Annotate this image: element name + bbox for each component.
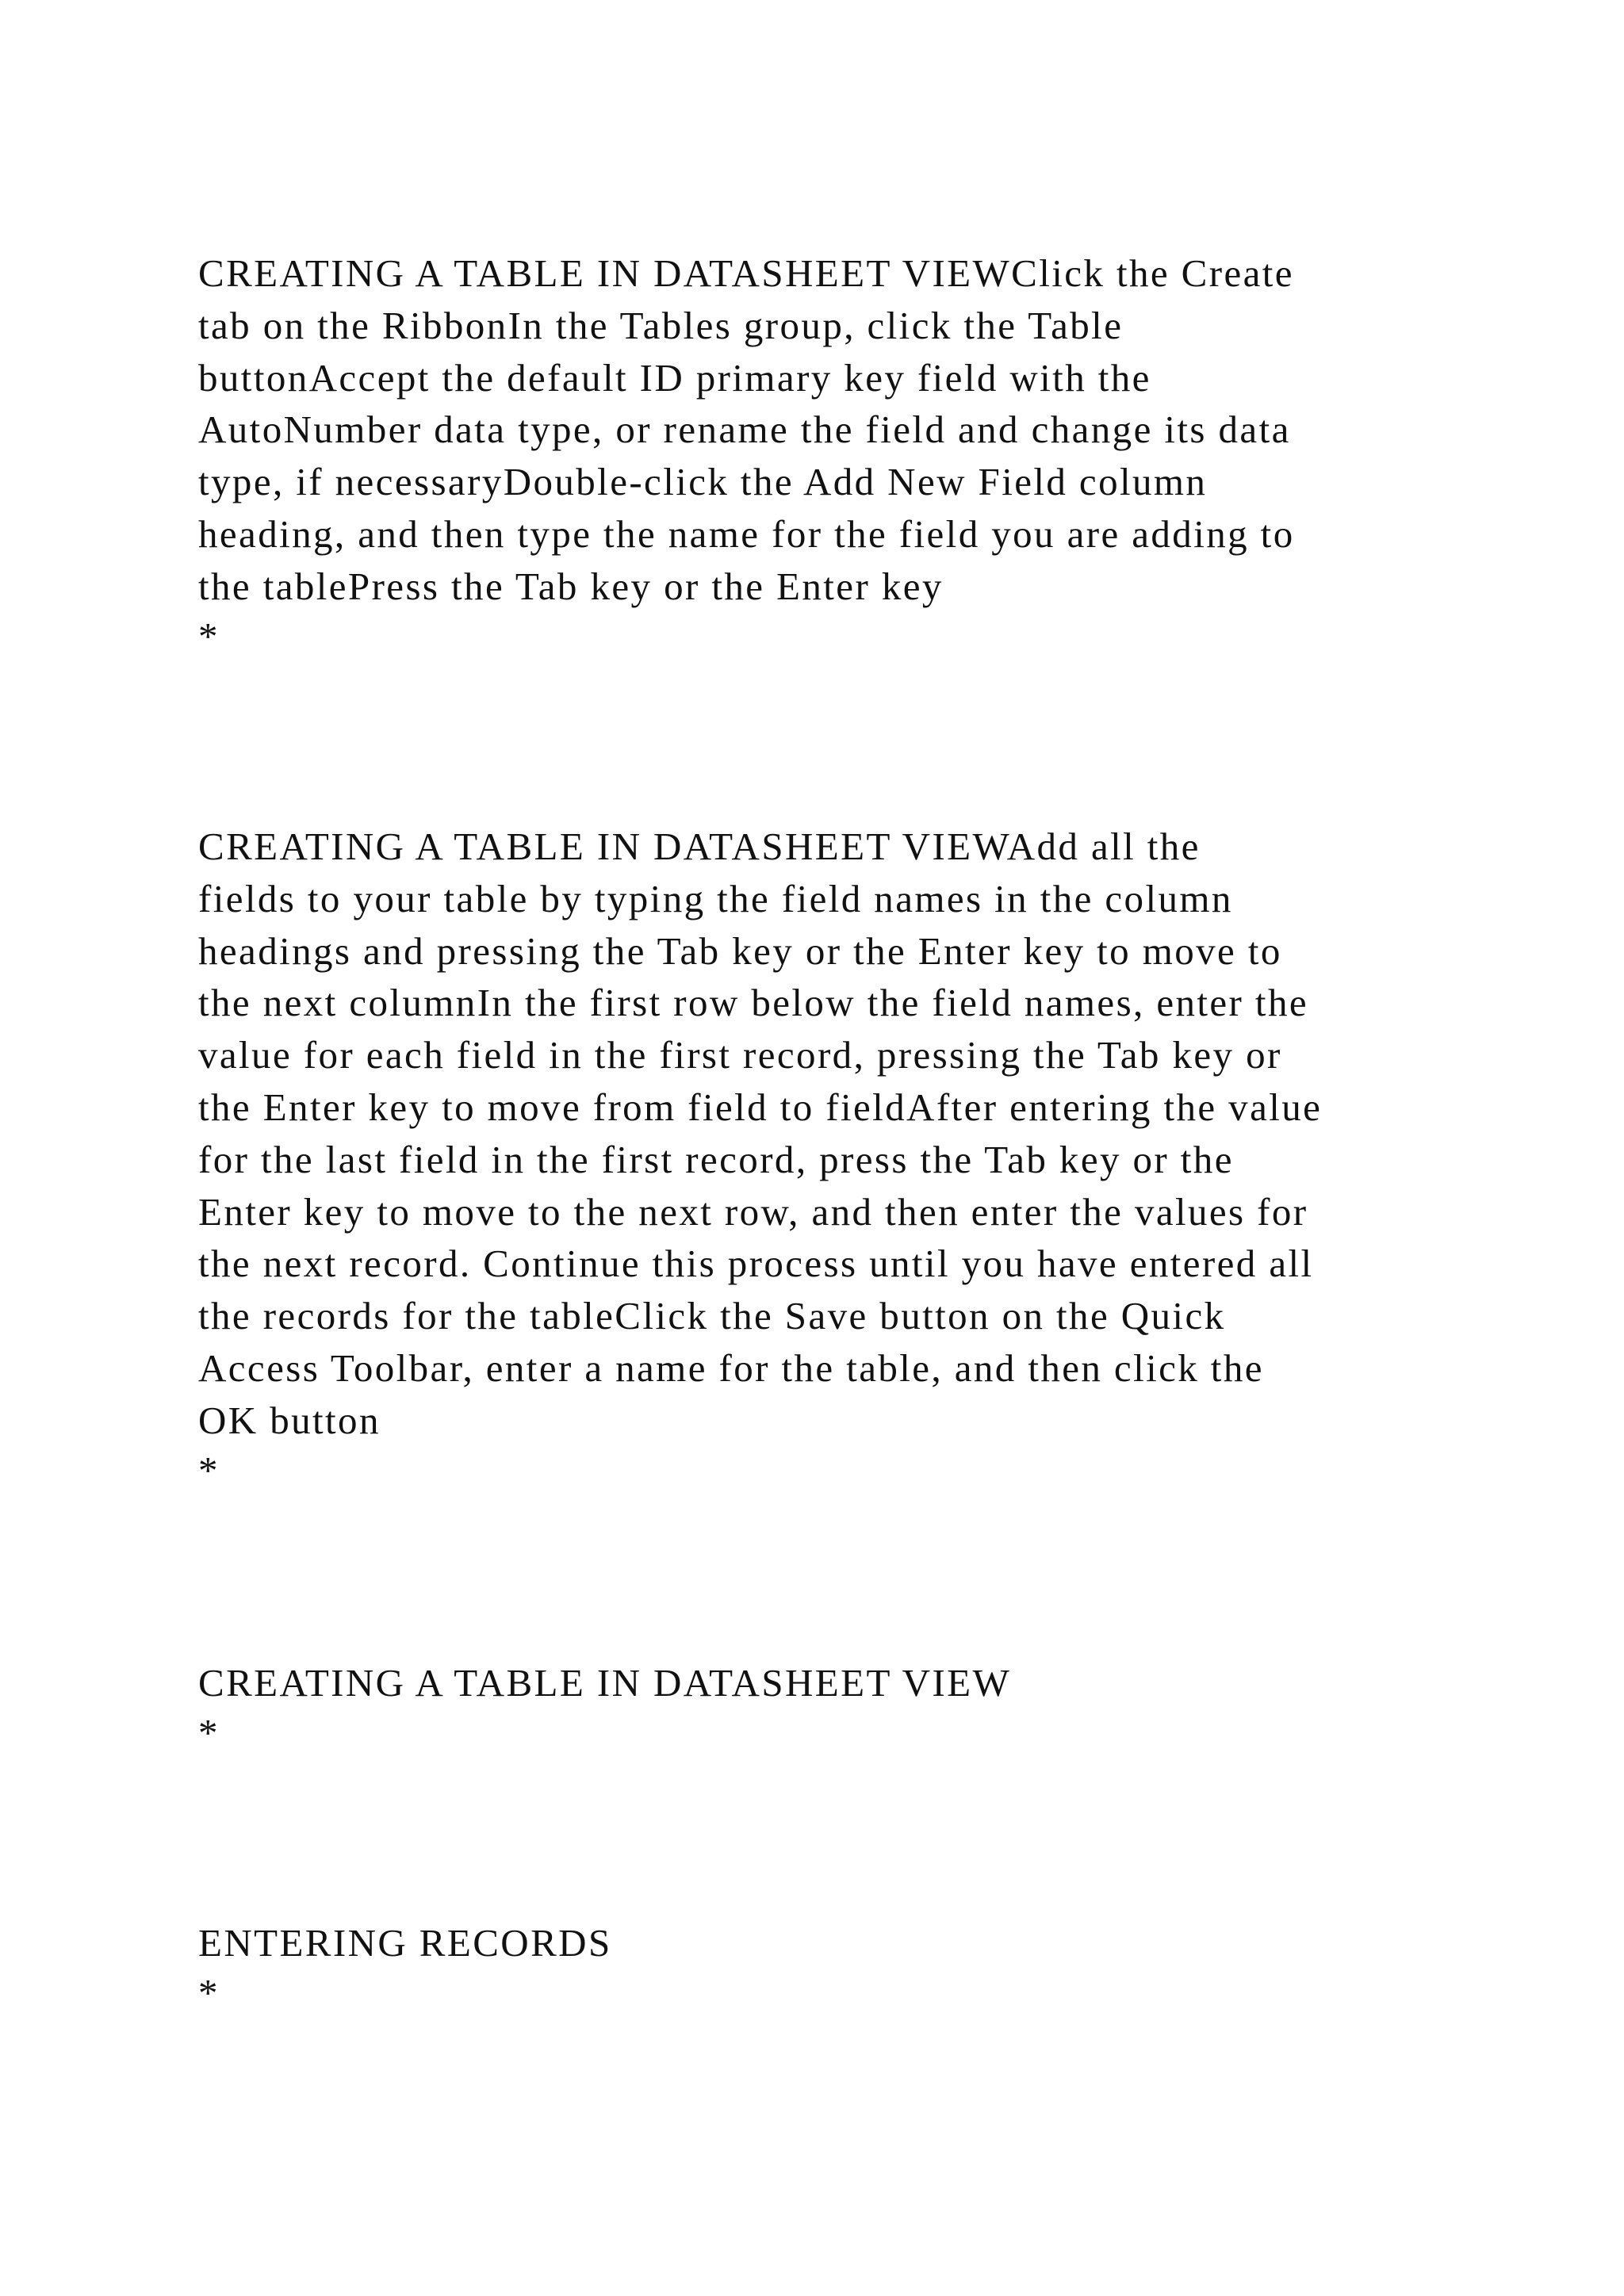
section-text: ENTERING RECORDS	[198, 1921, 612, 1965]
section-text: CREATING A TABLE IN DATASHEET VIEWAdd all the fields to your table by typing the field names in the column headings and pressing the Tab key or the Enter key to move to the next columnIn the first row below the field names, enter the value for each field in the first record, pressing the Tab key or the Enter key to move from field to fieldAfter entering the value for the last field in the first record, press the Tab key or the Enter key to move to the next row, and then enter the values for the next record. Continue this process until you have entered all the records for the tableClick the Save button on the Quick Access Toolbar, enter a name for the table, and then click the OK button	[198, 825, 1323, 1442]
slide-notes-section-4	[198, 1917, 1467, 2017]
slide-notes-section-1	[198, 247, 1467, 660]
section-text: CREATING A TABLE IN DATASHEET VIEWClick the Create tab on the RibbonIn the Tables group, click the Table buttonAccept the default ID primary key field with the AutoNumber data type, or rename the field and change its data type, if necessaryDouble-click the Add New Field column heading, and then type the name for the field you are adding to the tablePress the Tab key or the Enter key	[198, 251, 1295, 608]
slide-notes-section-2	[198, 821, 1467, 1494]
slide-marker: *	[198, 1448, 220, 1492]
slide-marker: *	[198, 614, 220, 658]
slide-marker: *	[198, 1970, 220, 2015]
slide-marker: *	[198, 1710, 220, 1755]
slide-notes-section-3	[198, 1657, 1467, 1757]
section-text: CREATING A TABLE IN DATASHEET VIEW	[198, 1661, 1012, 1705]
